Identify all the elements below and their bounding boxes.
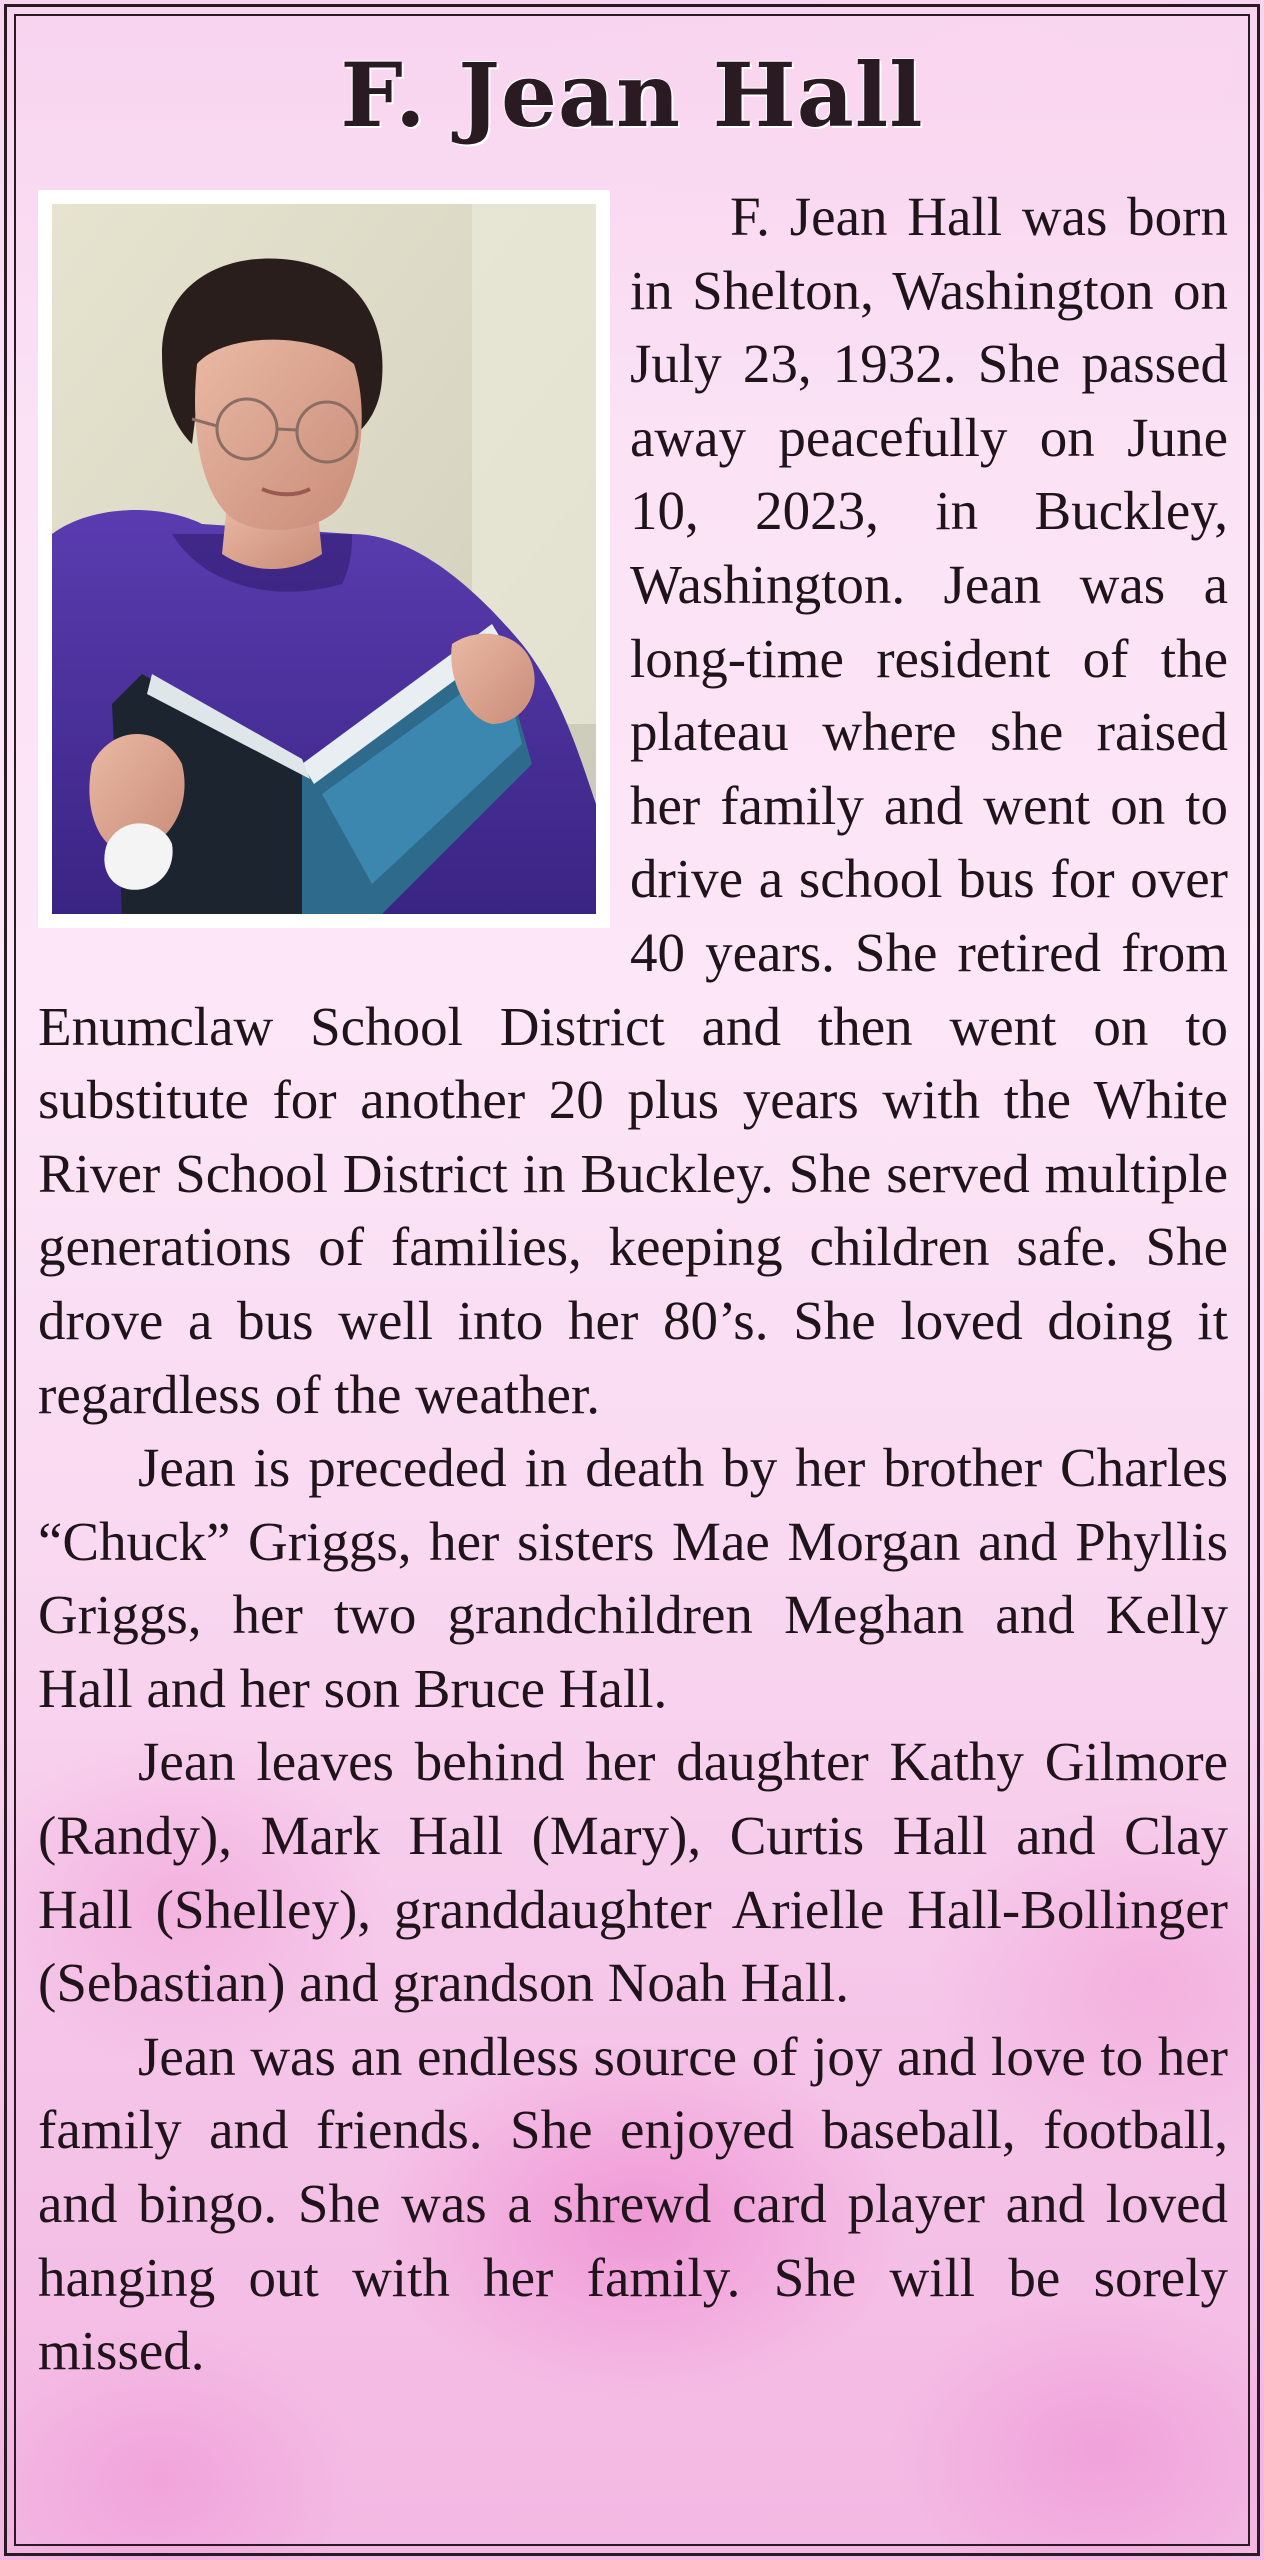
obituary-title: F. Jean Hall [340,43,924,147]
paragraph-survivors: Jean leaves behind her daughter Kathy Gilmore (Randy), Mark Hall (Mary), Curtis Hall and Clay Hall (Shelley), granddaughter Arielle Hall-Bollinger (Sebastian) and grandson Noah Hall. [38,1731,1228,2014]
photo-wrap-spacer [38,180,630,950]
paragraph-biography: F. Jean Hall was born in Shelton, Washington on July 23, 1932. She passed away peacefully on June 10, 2023, in Buckley, Washington. Jean was a long-time resident of the plateau where she raised her family and went on to drive a school bus for over 40 years. She retired from Enumclaw School District and then went on to substitute for another 20 plus years with the White River School District in Buckley. She served multiple generations of families, keeping children safe. She drove a bus well into her 80’s. She loved doing it regardless of the weather. [38,186,1228,1425]
obituary-body [38,180,1228,2388]
paragraph-remembrance: Jean was an endless source of joy and love to her family and friends. She enjoyed baseball, football, and bingo. She was a shrewd card player and loved hanging out with her family. She will be sorely missed. [38,2025,1228,2382]
paragraph-preceded: Jean is preceded in death by her brother Charles “Chuck” Griggs, her sisters Mae Morgan and Phyllis Griggs, her two grandchildren Meghan and Kelly Hall and her son Bruce Hall. [38,1437,1228,1719]
